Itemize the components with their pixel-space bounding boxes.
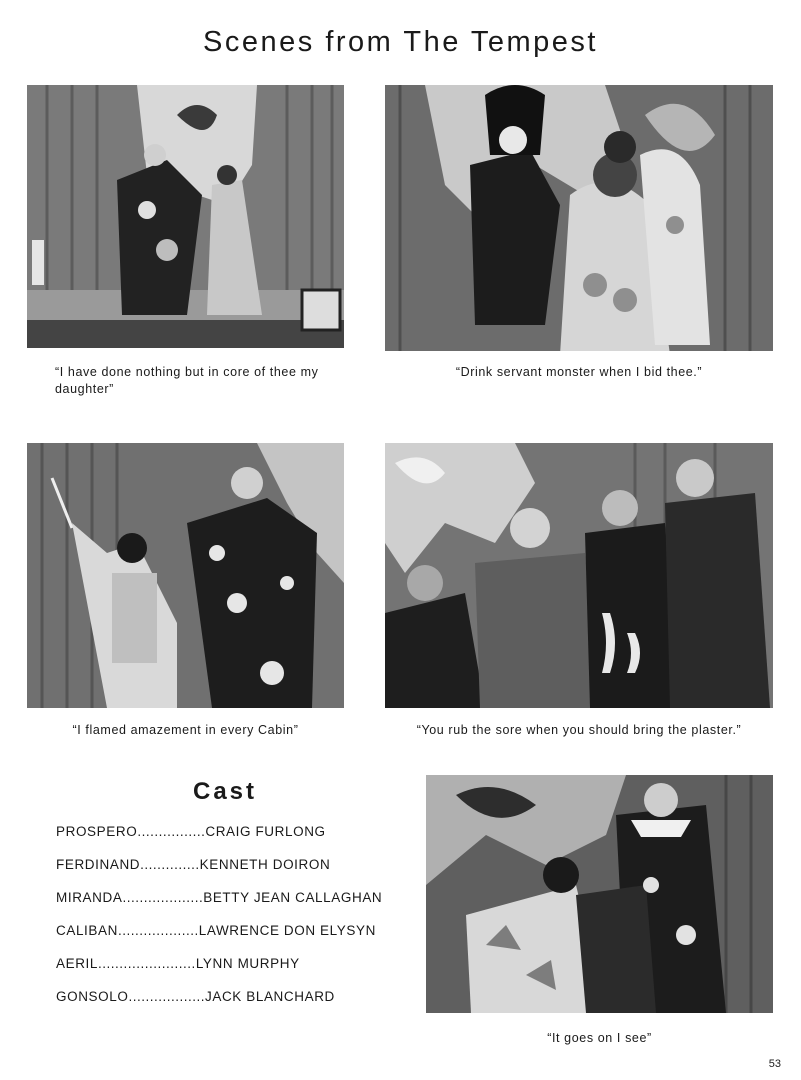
cast-row xyxy=(56,890,416,923)
cast-actor: JACK BLANCHARD xyxy=(204,989,335,1004)
drink-servant-photo xyxy=(385,85,773,351)
cast-actor: CRAIG FURLONG xyxy=(205,824,326,839)
cast-row xyxy=(56,857,416,890)
cast-actor: LAWRENCE DON ELYSYN xyxy=(198,923,376,938)
rub-the-sore-photo xyxy=(385,443,773,708)
photo-caption: “I have done nothing but in core of thee my daughter” xyxy=(55,365,319,396)
cast-dots: .................. xyxy=(128,989,205,1004)
page-number: 53 xyxy=(768,1058,781,1070)
photo-caption: “Drink servant monster when I bid thee.” xyxy=(455,365,703,379)
cast-dots: ....................... xyxy=(98,956,196,971)
cast-row xyxy=(56,956,416,989)
cast-role: GONSOLO xyxy=(56,989,129,1004)
flamed-amazement-photo xyxy=(27,443,344,708)
cast-row xyxy=(56,989,416,1022)
cast-dots: .............. xyxy=(140,857,200,872)
cast-list xyxy=(56,824,416,1022)
cast-dots: ................ xyxy=(137,824,206,839)
cast-role: CALIBAN xyxy=(56,923,118,938)
cast-dots: ................... xyxy=(122,890,204,905)
photo-caption: “I flamed amazement in every Cabin” xyxy=(72,723,299,737)
prospero-miranda-photo xyxy=(27,85,344,348)
cast-row xyxy=(56,923,416,956)
cast-actor: LYNN MURPHY xyxy=(195,956,300,971)
photo-caption: “It goes on I see” xyxy=(547,1031,652,1045)
cast-role: FERDINAND xyxy=(56,857,141,872)
it-goes-on-photo xyxy=(426,775,773,1013)
page-title: Scenes from The Tempest xyxy=(203,26,598,58)
cast-dots: ................... xyxy=(117,923,199,938)
cast-role: MIRANDA xyxy=(56,890,123,905)
cast-role: AERIL xyxy=(56,956,99,971)
cast-row xyxy=(56,824,416,857)
cast-heading: Cast xyxy=(192,778,258,805)
cast-actor: BETTY JEAN CALLAGHAN xyxy=(203,890,383,905)
cast-actor: KENNETH DOIRON xyxy=(199,857,331,872)
cast-role: PROSPERO xyxy=(56,824,138,839)
photo-caption: “You rub the sore when you should bring the plaster.” xyxy=(416,723,742,737)
